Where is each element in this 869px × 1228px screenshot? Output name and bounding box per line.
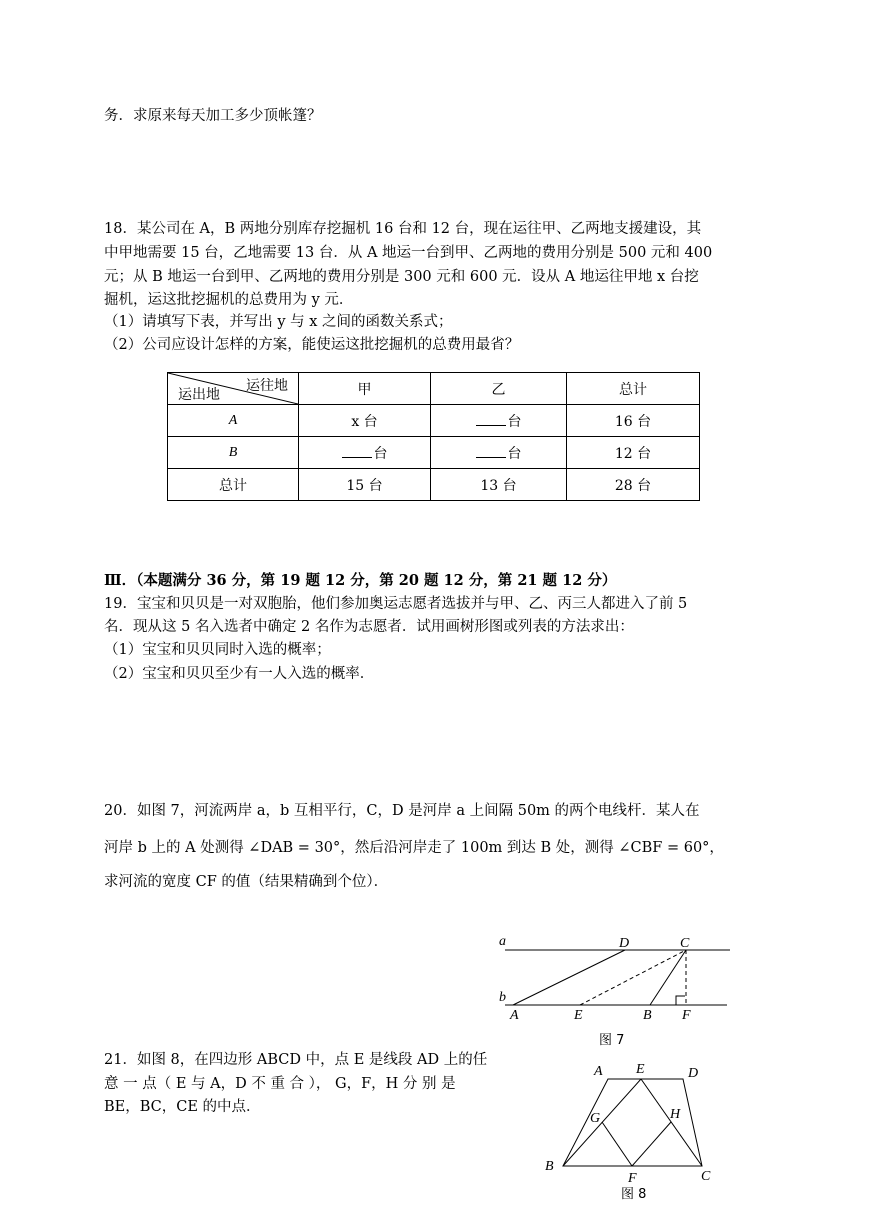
row-total-jia: 15 台	[299, 469, 431, 501]
diagonal-header-cell	[168, 373, 299, 405]
fill-blank[interactable]	[476, 443, 506, 458]
table-row	[168, 373, 700, 405]
label-D: D	[688, 1066, 699, 1081]
q21-line3: BE，BC，CE 的中点．	[104, 1099, 261, 1115]
transport-table	[167, 372, 700, 501]
segment-ad	[513, 950, 625, 1005]
header-from: 运出地	[178, 387, 220, 403]
row-a-total: 16 台	[567, 405, 700, 437]
row-b-total: 12 台	[567, 437, 700, 469]
col-jia: 甲	[299, 373, 431, 405]
row-total-total: 28 台	[567, 469, 700, 501]
table-row	[168, 405, 700, 437]
label-A: A	[510, 1008, 519, 1023]
label-a: a	[499, 934, 506, 949]
row-a-jia: x 台	[299, 405, 431, 437]
q18-line3: 元；从 B 地运一台到甲、乙两地的费用分别是 300 元和 600 元．设从 A 地运往甲地 x 台挖	[104, 269, 699, 285]
row-total-label: 总计	[168, 469, 299, 501]
q19-line1: 19．宝宝和贝贝是一对双胞胎，他们参加奥运志愿者选拔并与甲、乙、丙三人都进入了前 5	[104, 596, 688, 612]
q18-part2: （2）公司应设计怎样的方案，能使运这批挖掘机的总费用最省？	[104, 337, 520, 353]
segment-bc	[650, 950, 686, 1005]
figure-8	[535, 1058, 725, 1208]
q18-part1: （1）请填写下表，并写出 y 与 x 之间的函数关系式；	[104, 314, 453, 330]
figure-7-caption: 图 7	[599, 1033, 625, 1048]
q21-line1: 21．如图 8，在四边形 ABCD 中，点 E 是线段 AD 上的任	[104, 1052, 488, 1068]
row-a-label: A	[168, 405, 299, 437]
row-b-jia	[299, 437, 431, 469]
q18-line2: 中甲地需要 15 台，乙地需要 13 台．从 A 地运一台到甲、乙两地的费用分别是 500 元和 400	[104, 245, 713, 261]
label-G: G	[590, 1111, 601, 1126]
q21-line2: 意 一 点（ E 与 A，D 不 重 合 ）， G，F，H 分 别 是	[104, 1076, 456, 1092]
q18-line4: 掘机，运这批挖掘机的总费用为 y 元．	[104, 292, 354, 308]
label-D: D	[619, 936, 630, 951]
label-C: C	[680, 936, 690, 951]
segment-hf	[632, 1122, 671, 1166]
label-F: F	[628, 1171, 637, 1186]
q19-line2: 名．现从这 5 名入选者中确定 2 名作为志愿者．试用画树形图或列表的方法求出：	[104, 619, 634, 635]
unit: 台	[507, 413, 522, 430]
table-row	[168, 437, 700, 469]
figure-8-caption: 图 8	[621, 1187, 647, 1202]
row-b-label: B	[168, 437, 299, 469]
q19-part2: （2）宝宝和贝贝至少有一人入选的概率．	[104, 666, 375, 682]
label-B: B	[643, 1008, 652, 1023]
q19-part1: （1）宝宝和贝贝同时入选的概率；	[104, 642, 331, 658]
label-F: F	[682, 1008, 691, 1023]
segment-ec	[580, 950, 686, 1005]
label-E: E	[636, 1062, 645, 1077]
table-row	[168, 469, 700, 501]
section-3-heading: Ⅲ．（本题满分 36 分，第 19 题 12 分，第 20 题 12 分，第 21 题 12 分）	[104, 572, 617, 589]
label-b: b	[499, 990, 506, 1005]
label-B: B	[545, 1159, 554, 1174]
q17-tail: 务．求原来每天加工多少顶帐篷？	[104, 108, 322, 124]
segment-gf	[602, 1122, 632, 1166]
label-H: H	[670, 1107, 681, 1122]
row-b-yi	[431, 437, 567, 469]
quadrilateral-abcd	[563, 1079, 702, 1166]
row-a-yi	[431, 405, 567, 437]
unit: 台	[507, 445, 522, 462]
col-yi: 乙	[431, 373, 567, 405]
right-angle-mark	[676, 996, 685, 1005]
fill-blank[interactable]	[342, 443, 372, 458]
fill-blank[interactable]	[476, 411, 506, 426]
q18-line1: 18．某公司在 A，B 两地分别库存挖掘机 16 台和 12 台，现在运往甲、乙两地支援建设，其	[104, 221, 702, 237]
q20-line1: 20．如图 7，河流两岸 a，b 互相平行，C，D 是河岸 a 上间隔 50m 的两个电线杆．某人在	[104, 803, 700, 819]
q20-line2: 河岸 b 上的 A 处测得 ∠DAB = 30°，然后沿河岸走了 100m 到达 B 处，测得 ∠CBF = 60°，	[104, 840, 724, 856]
header-to: 运往地	[246, 378, 288, 394]
row-total-yi: 13 台	[431, 469, 567, 501]
figure-7	[490, 930, 740, 1055]
label-E: E	[574, 1008, 583, 1023]
q20-line3: 求河流的宽度 CF 的值（结果精确到个位）．	[104, 874, 389, 890]
label-C: C	[701, 1169, 711, 1184]
col-total: 总计	[567, 373, 700, 405]
unit: 台	[373, 445, 388, 462]
label-A: A	[594, 1064, 603, 1079]
